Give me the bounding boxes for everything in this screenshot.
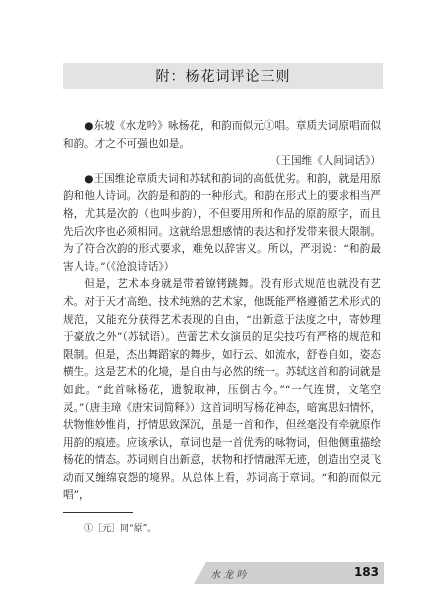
- footnote-divider: [63, 512, 133, 513]
- page-title: 附：杨花词评论三则: [155, 69, 291, 85]
- body-text: [63, 118, 381, 505]
- title-band: [63, 63, 383, 89]
- paragraph: ●东坡《水龙吟》咏杨花，和韵而似元①唱。章质夫词原唱而似和韵。才之不可强也如是。: [63, 120, 381, 150]
- paragraph: （王国维《人间词话》）: [269, 155, 381, 168]
- page-number: 183: [353, 565, 379, 579]
- paragraph: ●王国维论章质夫词和苏轼和韵词的高低优劣。和韵，就是用原韵和他人诗词。次韵是和韵的一种形式。和韵在形式上的要求相当严格，尤其是次韵（也叫步韵），不但要用所和作品的原韵原字，而且先后次序也必须相同。这就给思想感情的表达和抒发带来很大限制。为了符合次韵的形式要求，难免以辞害义。所以，严羽说：“和韵最害人诗。”（《沧浪诗话》）: [63, 172, 381, 273]
- paragraph: 但是，艺术本身就是带着镣铐跳舞。没有形式规范也就没有艺术。对于天才高绝、技术纯熟的艺术家，他既能严格遵循艺术形式的规范，又能充分获得艺术表现的自由，“出新意于法度之中，寄妙理于豪放之外”（苏轼语）。芭蕾艺术女演员的足尖技巧有严格的规范和限制。但是，杰出舞蹈家的舞步，如行云、如流水，舒卷自如，姿态横生。这是艺术的化境，是自由与必然的统一。苏轼这首和韵词就是如此。“此首咏杨花，遗貌取神，压倒古今。”“一气连贯，文笔空灵。”（唐圭璋《唐宋词简释》）这首词明写杨花神态，暗寓思妇情怀，状物惟妙惟肖，抒情思致深沉，虽是一首和作，但丝毫没有牵就原作用韵的痕迹。应该承认，章词也是一首优秀的咏物词，但他侧重描绘杨花的情态。苏词则自出新意，状物和抒情融浑无迹，创造出空灵飞动而又缠绵哀怨的境界。从总体上看，苏词高于章词。“和韵而似元唱”，: [63, 278, 381, 502]
- footer-book-label: 水 龙 吟: [210, 570, 247, 581]
- footnote: ①［元］同“原”。: [84, 524, 157, 534]
